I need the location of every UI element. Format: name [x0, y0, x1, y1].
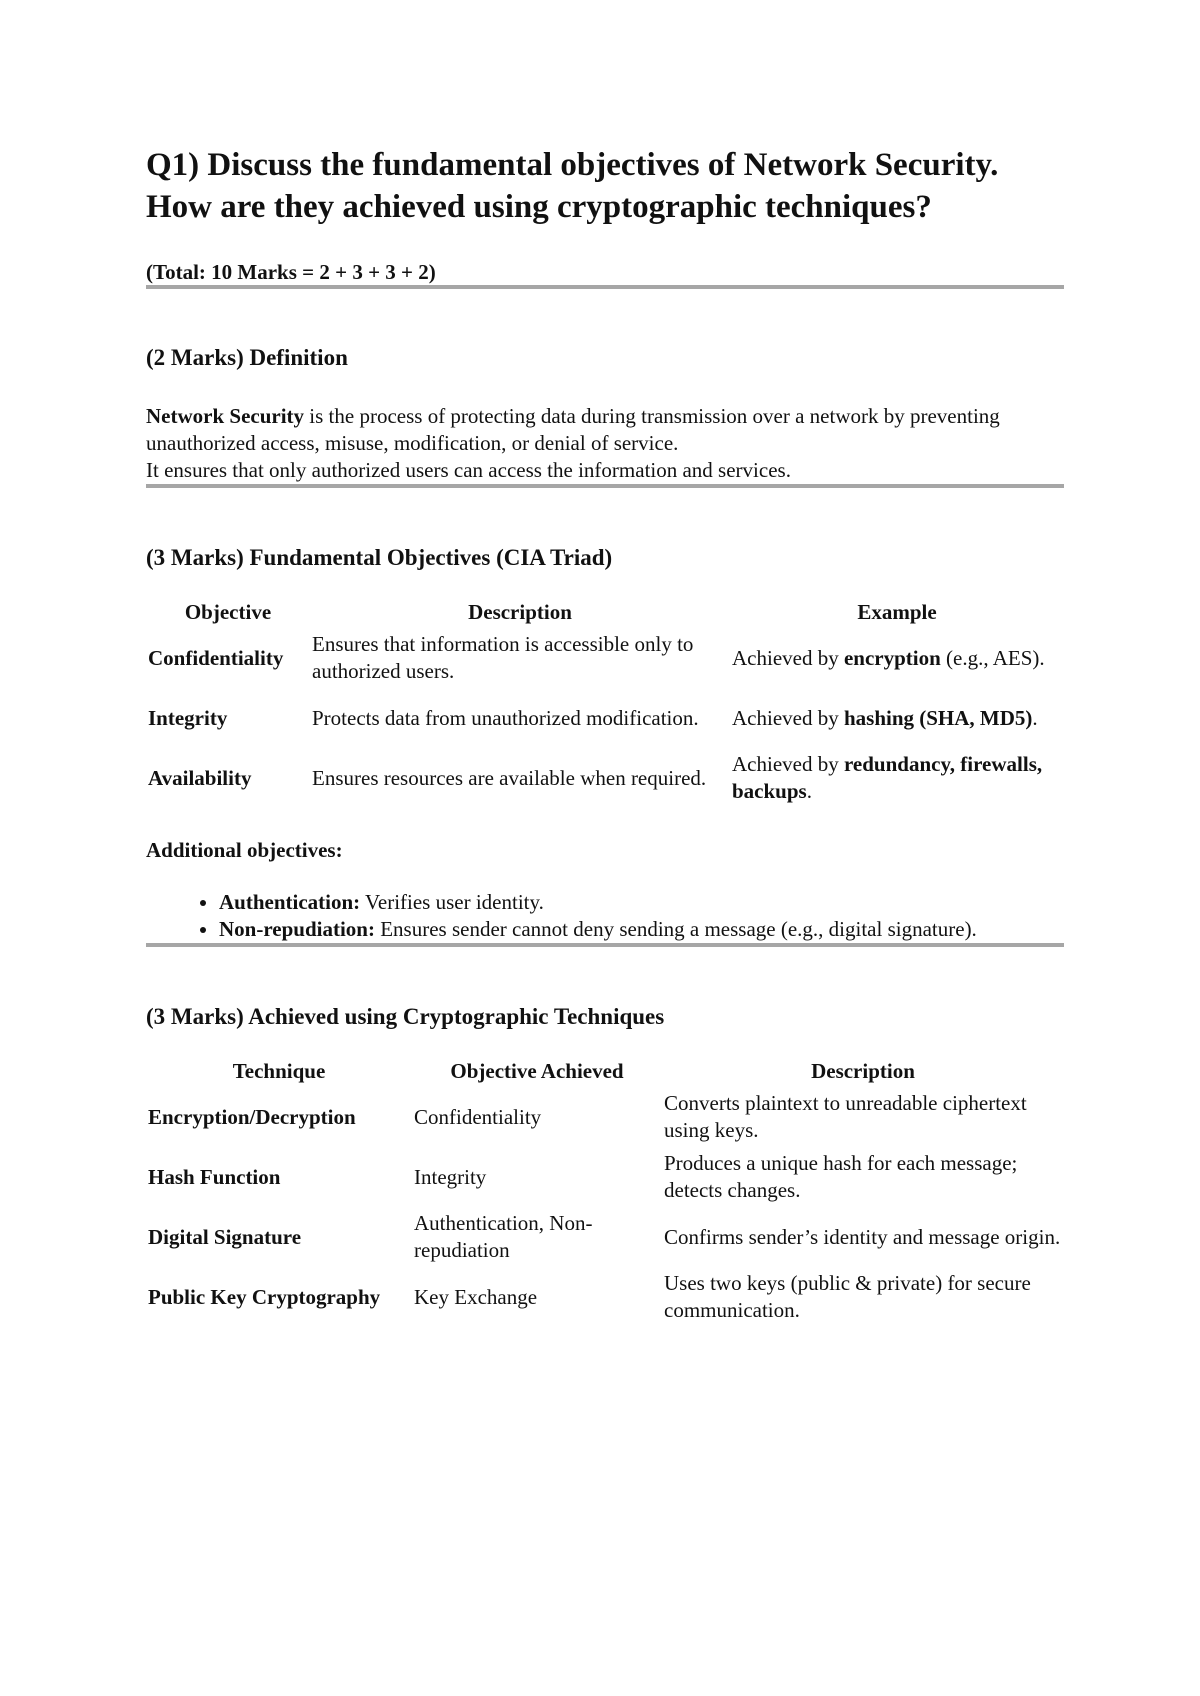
technique-cell: Encryption/Decryption [148, 1104, 356, 1129]
table-row [146, 748, 1064, 808]
table-row [146, 1207, 1064, 1267]
example-bold: hashing (SHA, MD5) [843, 705, 1033, 730]
description-cell: Ensures that information is accessible only to authorized users. [312, 632, 694, 683]
list-item-label: Non-repudiation: [219, 917, 375, 941]
description-cell: Ensures resources are available when required. [312, 765, 707, 790]
crypto-table [146, 1059, 1064, 1327]
column-header: Description [468, 600, 572, 624]
table-row [146, 1147, 1064, 1207]
objective-cell: Integrity [148, 705, 228, 730]
description-cell: Uses two keys (public & private) for secure communication. [664, 1271, 1031, 1322]
example-text: . [1032, 705, 1038, 730]
column-header: Objective [184, 600, 272, 624]
marks-total: (Total: 10 Marks = 2 + 3 + 3 + 2) [146, 260, 436, 284]
description-cell: Protects data from unauthorized modification. [312, 705, 699, 730]
description-cell: Produces a unique hash for each message; detects changes. [664, 1151, 1018, 1202]
table-header-row [146, 600, 1064, 628]
section-divider [146, 484, 1064, 488]
definition-paragraph [146, 403, 1064, 484]
column-header: Example [857, 600, 937, 624]
definition-line2: It ensures that only authorized users can access the information and services. [146, 458, 791, 482]
column-header: Technique [232, 1059, 326, 1083]
definition-term: Network Security [146, 404, 305, 428]
list-item [219, 916, 1064, 943]
list-item-label: Authentication: [219, 890, 361, 914]
crypto-heading: (3 Marks) Achieved using Cryptographic Techniques [146, 1004, 665, 1029]
technique-cell: Public Key Cryptography [148, 1284, 381, 1309]
example-text: Achieved by [732, 752, 844, 776]
example-text: (e.g., AES). [940, 645, 1045, 670]
definition-heading: (2 Marks) Definition [146, 345, 348, 370]
objective-cell: Key Exchange [414, 1284, 538, 1309]
objective-cell: Confidentiality [414, 1104, 542, 1129]
column-header: Description [811, 1059, 915, 1083]
table-row [146, 1267, 1064, 1327]
question-title: Q1) Discuss the fundamental objectives of Network Security. How are they achieved using cryptographic techniques? [146, 147, 999, 225]
table-row [146, 688, 1064, 748]
list-item-text: Verifies user identity. [360, 890, 544, 914]
description-cell: Confirms sender’s identity and message origin. [664, 1224, 1061, 1249]
example-text: . [806, 779, 812, 803]
column-header: Objective Achieved [450, 1059, 624, 1083]
table-header-row [146, 1059, 1064, 1087]
example-cell [730, 688, 1064, 748]
technique-cell: Hash Function [148, 1164, 281, 1189]
additional-objectives-label: Additional objectives: [146, 838, 343, 862]
objective-cell: Confidentiality [148, 645, 284, 670]
example-text: Achieved by [732, 705, 844, 730]
objective-cell: Integrity [414, 1164, 487, 1189]
example-bold: redundancy, firewalls, backups [732, 752, 1043, 803]
table-row [146, 628, 1064, 688]
list-item-text: Ensures sender cannot deny sending a message (e.g., digital signature). [374, 917, 977, 941]
document-content [146, 144, 1064, 1327]
example-cell [730, 628, 1064, 688]
objectives-heading: (3 Marks) Fundamental Objectives (CIA Triad) [146, 545, 613, 570]
section-divider [146, 285, 1064, 289]
objective-cell: Authentication, Non-repudiation [414, 1211, 593, 1262]
table-row [146, 1087, 1064, 1147]
example-cell [730, 748, 1064, 808]
definition-text: is the process of protecting data during transmission over a network by preventing unauthorized access, misuse, modification, or denial of service. [146, 404, 1000, 455]
additional-objectives-list [146, 889, 1064, 943]
description-cell: Converts plaintext to unreadable ciphertext using keys. [664, 1091, 1027, 1142]
section-divider [146, 943, 1064, 947]
list-item [219, 889, 1064, 916]
objective-cell: Availability [148, 765, 252, 790]
example-bold: encryption [843, 645, 941, 670]
example-text: Achieved by [732, 645, 844, 670]
technique-cell: Digital Signature [148, 1224, 302, 1249]
cia-table [146, 600, 1064, 808]
